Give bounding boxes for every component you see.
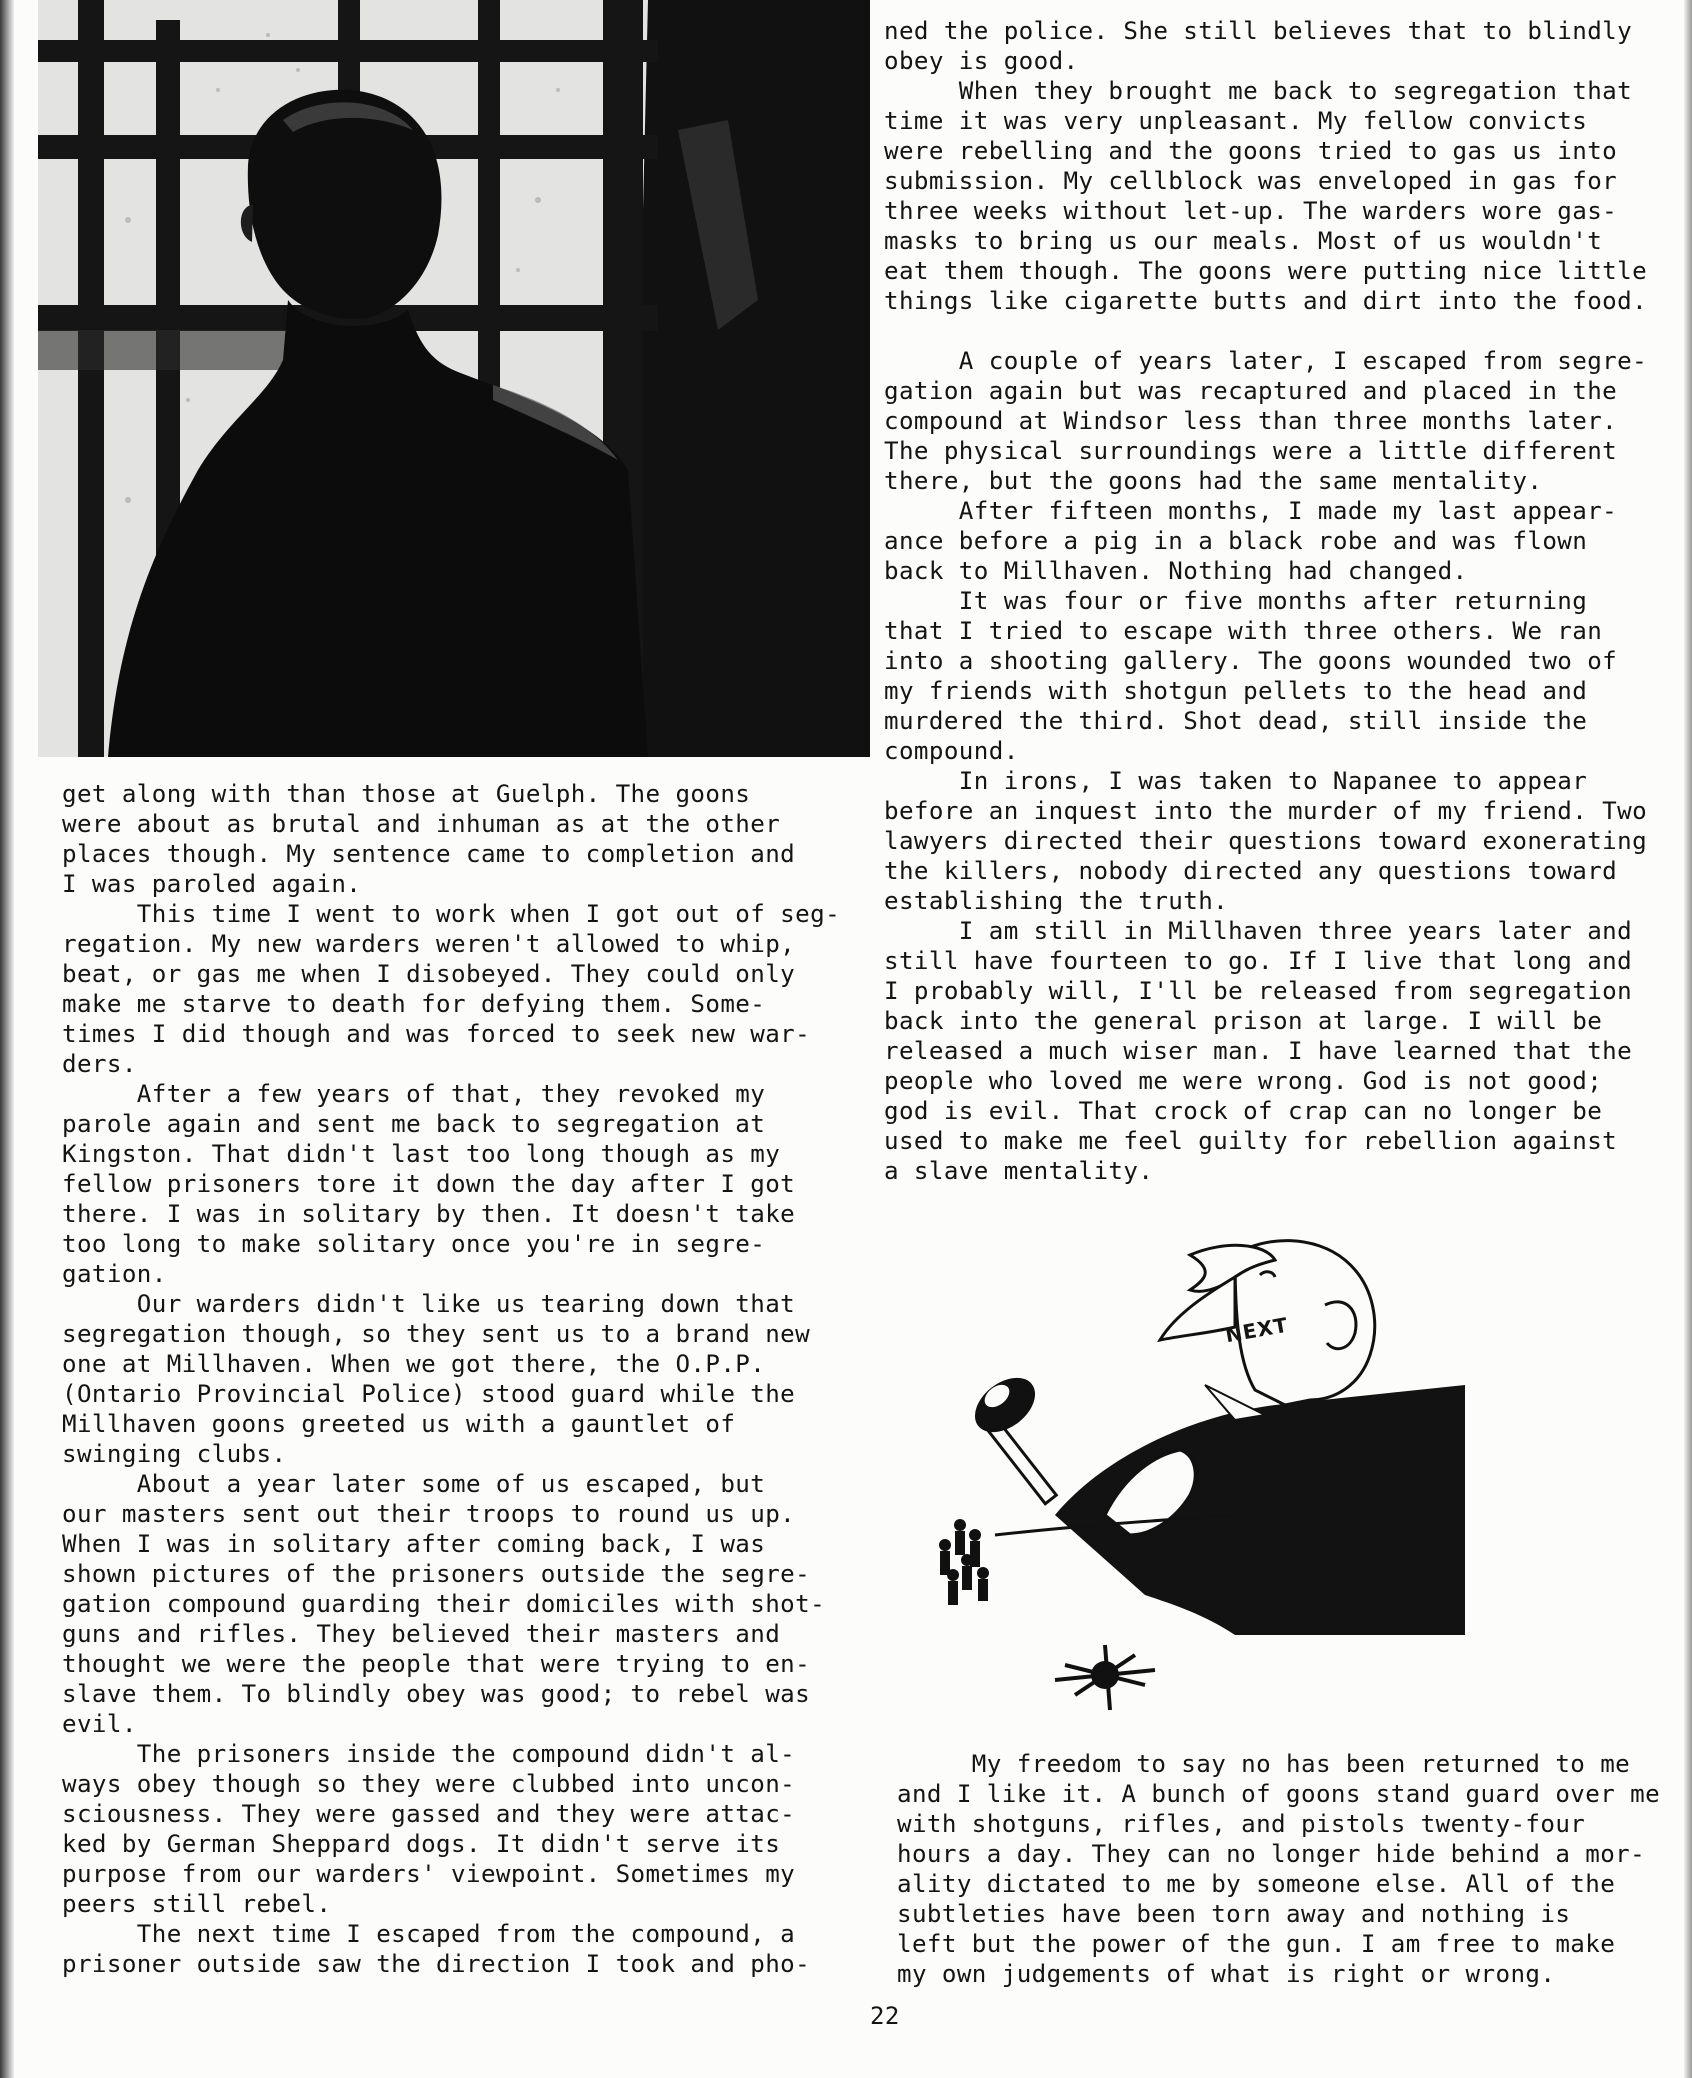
left-column-text: get along with than those at Guelph. The goons were about as brutal and inhuman as at the other places though. My sentence came to completion and I was paroled again. This time I went to work when I got out of seg- regation. My new warders weren't allowed to whip, beat, or gas me when I disobeyed. They could only make me starve to death for defying them. Some- times I did though and was forced to seek new war- ders. After a few years of that, they revoked my parole again and sent me back to segregation at Kingston. That didn't last too long though as my fellow prisoners tore it down the day after I got there. I was in solitary by then. It doesn't take too long to make solitary once you're in segre- gation. Our warders didn't like us tearing down that segregation though, so they sent us to a brand new one at Millhaven. When we got there, the O.P.P. (Ontario Provincial Police) stood guard while the Millhaven goons greeted us with a gauntlet of swinging clubs. About a year later some of us escaped, but our masters sent out their troops to round us up. When I was in solitary after coming back, I was shown pictures of the prisoners outside the segre- gation compound guarding their domiciles with shot- guns and rifles. They believed their masters and thought we were the people that were trying to en- slave them. To blindly obey was good; to rebel was evil. The prisoners inside the compound didn't al- ways obey though so they were clubbed into uncon- sciousness. They were gassed and they were attac- ked by German Sheppard dogs. It didn't serve its purpose from our warders' viewpoint. Sometimes my peers still rebel. The next time I escaped from the compound, a prisoner outside saw the direction I took and pho- (62, 780, 841, 1978)
judge-with-gavel-cartoon (905, 1215, 1465, 1715)
binding-shadow (0, 0, 14, 2078)
right-column-top-text: ned the police. She still believes that to blindly obey is good. When they brought me back to segregation that time it was very unpleasant. My fellow convicts were rebelling and the goons tried to gas us into submission. My cellblock was enveloped in gas for three weeks without let-up. The warders wore gas- masks to bring us our meals. Most of us wouldn't eat them though. The goons were putting nice little things like cigarette butts and dirt into the food. A couple of years later, I escaped from segre- gation again but was recaptured and placed in the compound at Windsor less than three months later. The physical surroundings were a little different there, but the goons had the same mentality. After fifteen months, I made my last appear- ance before a pig in a black robe and was flown back to Millhaven. Nothing had changed. It was four or five months after returning that I tried to escape with three others. We ran into a shooting gallery. The goons wounded two of my friends with shotgun pellets to the head and murdered the third. Shot dead, still inside the compound. In irons, I was taken to Napanee to appear before an inquest into the murder of my friend. Two lawyers directed their questions toward exonerating the killers, nobody directed any questions toward establishing the truth. I am still in Millhaven three years later and still have fourteen to go. If I live that long and I probably will, I'll be released from segregation back into the general prison at large. I will be released a much wiser man. I have learned that the people who loved me were wrong. God is not good; god is evil. That crock of crap can no longer be used to make me feel guilty for rebellion against a slave mentality. (884, 17, 1648, 1185)
page-number: 22 (870, 2002, 900, 2030)
right-column-bottom-text: My freedom to say no has been returned to me and I like it. A bunch of goons stand guard over me with shotguns, rifles, and pistols twenty-four hours a day. They can no longer hide behind a mor- ality dictated to me by someone else. All of the subtleties have been torn away and nothing is left but the power of the gun. I am free to make my own judgements of what is right or wrong. (897, 1750, 1661, 1988)
cartoon-next-label: NEXT (1223, 1312, 1291, 1348)
cartoon-illustration (905, 1215, 1465, 1715)
page-edge-shadow (1684, 0, 1692, 2078)
photo-illustration (38, 0, 870, 757)
prisoner-behind-bars-photo (38, 0, 870, 757)
